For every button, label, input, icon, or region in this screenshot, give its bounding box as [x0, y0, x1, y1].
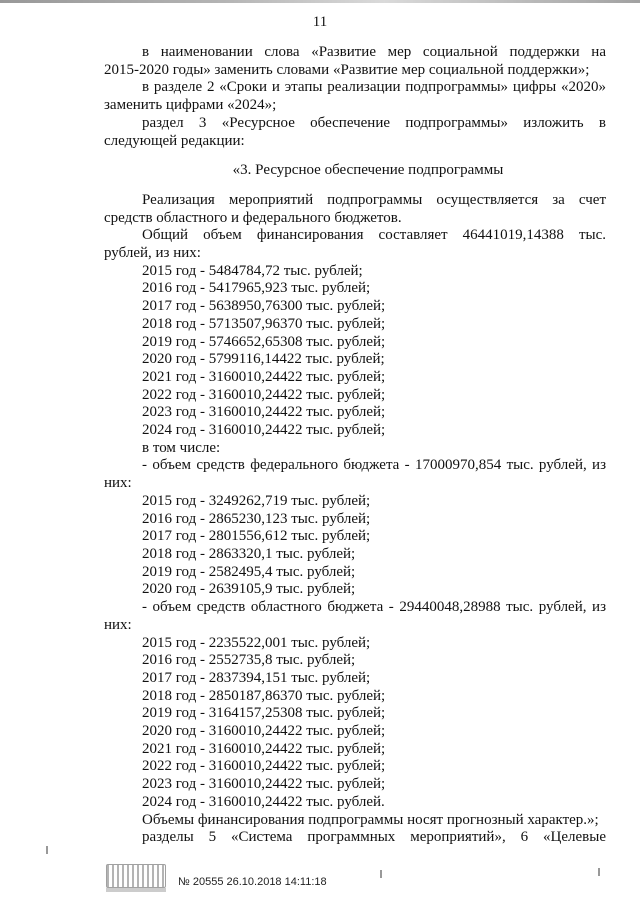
list-item: 2018 год - 2863320,1 тыс. рублей; [142, 545, 356, 562]
paragraph-line: них: [104, 475, 132, 492]
list-item: 2019 год - 2582495,4 тыс. рублей; [142, 563, 356, 580]
list-item: 2018 год - 5713507,96370 тыс. рублей; [142, 315, 386, 332]
list-item: 2024 год - 3160010,24422 тыс. рублей. [142, 793, 385, 810]
list-item: 2017 год - 2801556,612 тыс. рублей; [142, 528, 371, 545]
list-item: 2015 год - 3249262,719 тыс. рублей; [142, 492, 371, 509]
paragraph-line: в наименовании слова «Развитие мер социальной поддержки на [142, 44, 606, 60]
federal-by-year-list [104, 493, 606, 599]
page-number: 11 [312, 14, 328, 30]
scan-speck [46, 846, 48, 854]
list-item: 2020 год - 5799116,14422 тыс. рублей; [142, 351, 385, 368]
paragraph-line: разделы 5 «Система программных мероприятий», 6 «Целевые [142, 829, 606, 846]
regional-by-year-list [104, 635, 606, 812]
list-item: 2015 год - 5484784,72 тыс. рублей; [142, 262, 363, 279]
list-item: 2019 год - 5746652,65308 тыс. рублей; [142, 333, 386, 350]
section-heading: «3. Ресурсное обеспечение подпрограммы [232, 162, 504, 179]
document-body [104, 44, 606, 847]
list-item: 2022 год - 3160010,24422 тыс. рублей; [142, 386, 386, 403]
paragraph-line: средств областного и федерального бюджетов. [104, 209, 402, 226]
scan-top-edge [0, 0, 640, 3]
total-by-year-list [104, 263, 606, 440]
footer [104, 858, 424, 898]
list-item: 2016 год - 5417965,923 тыс. рублей; [142, 280, 371, 297]
paragraph-line: - объем средств областного бюджета - 29440048,28988 тыс. рублей, из [142, 599, 606, 616]
list-item: 2017 год - 2837394,151 тыс. рублей; [142, 669, 371, 686]
paragraph-line: 2015-2020 годы» заменить словами «Развитие мер социальной поддержки»; [104, 61, 590, 78]
registry-stamp-icon [106, 864, 166, 888]
list-item: 2021 год - 3160010,24422 тыс. рублей; [142, 740, 386, 757]
list-item: 2015 год - 2235522,001 тыс. рублей; [142, 634, 371, 651]
paragraph-line: в том числе: [142, 439, 221, 456]
paragraph-line: в разделе 2 «Сроки и этапы реализации подпрограммы» цифры «2020» [142, 79, 606, 96]
list-item: 2016 год - 2865230,123 тыс. рублей; [142, 510, 371, 527]
list-item: 2017 год - 5638950,76300 тыс. рублей; [142, 298, 386, 315]
list-item: 2024 год - 3160010,24422 тыс. рублей; [142, 422, 386, 439]
paragraph-line: Объемы финансирования подпрограммы носят прогнозный характер.»; [142, 811, 599, 828]
paragraph-line: них: [104, 616, 132, 633]
paragraph-line: заменить цифрами «2024»; [104, 97, 277, 114]
list-item: 2020 год - 2639105,9 тыс. рублей; [142, 581, 356, 598]
list-item: 2016 год - 2552735,8 тыс. рублей; [142, 652, 356, 669]
paragraph-line: - объем средств федерального бюджета - 17000970,854 тыс. рублей, из [142, 457, 606, 474]
list-item: 2020 год - 3160010,24422 тыс. рублей; [142, 723, 386, 740]
list-item: 2019 год - 3164157,25308 тыс. рублей; [142, 705, 386, 722]
list-item: 2018 год - 2850187,86370 тыс. рублей; [142, 687, 386, 704]
paragraph-line: рублей, из них: [104, 245, 201, 262]
paragraph-line: Реализация мероприятий подпрограммы осуществляется за счет [142, 191, 606, 208]
stamp-caption-bar [106, 888, 166, 892]
list-item: 2021 год - 3160010,24422 тыс. рублей; [142, 368, 386, 385]
scan-speck [598, 868, 600, 876]
list-item: 2023 год - 3160010,24422 тыс. рублей; [142, 404, 386, 421]
paragraph-line: следующей редакции: [104, 132, 245, 149]
registration-number: № 20555 26.10.2018 14:11:18 [178, 876, 327, 888]
scan-speck [380, 870, 382, 878]
list-item: 2023 год - 3160010,24422 тыс. рублей; [142, 776, 386, 793]
list-item: 2022 год - 3160010,24422 тыс. рублей; [142, 758, 386, 775]
paragraph-line: Общий объем финансирования составляет 46441019,14388 тыс. [142, 227, 606, 244]
paragraph-line: раздел 3 «Ресурсное обеспечение подпрограммы» изложить в [142, 114, 606, 131]
